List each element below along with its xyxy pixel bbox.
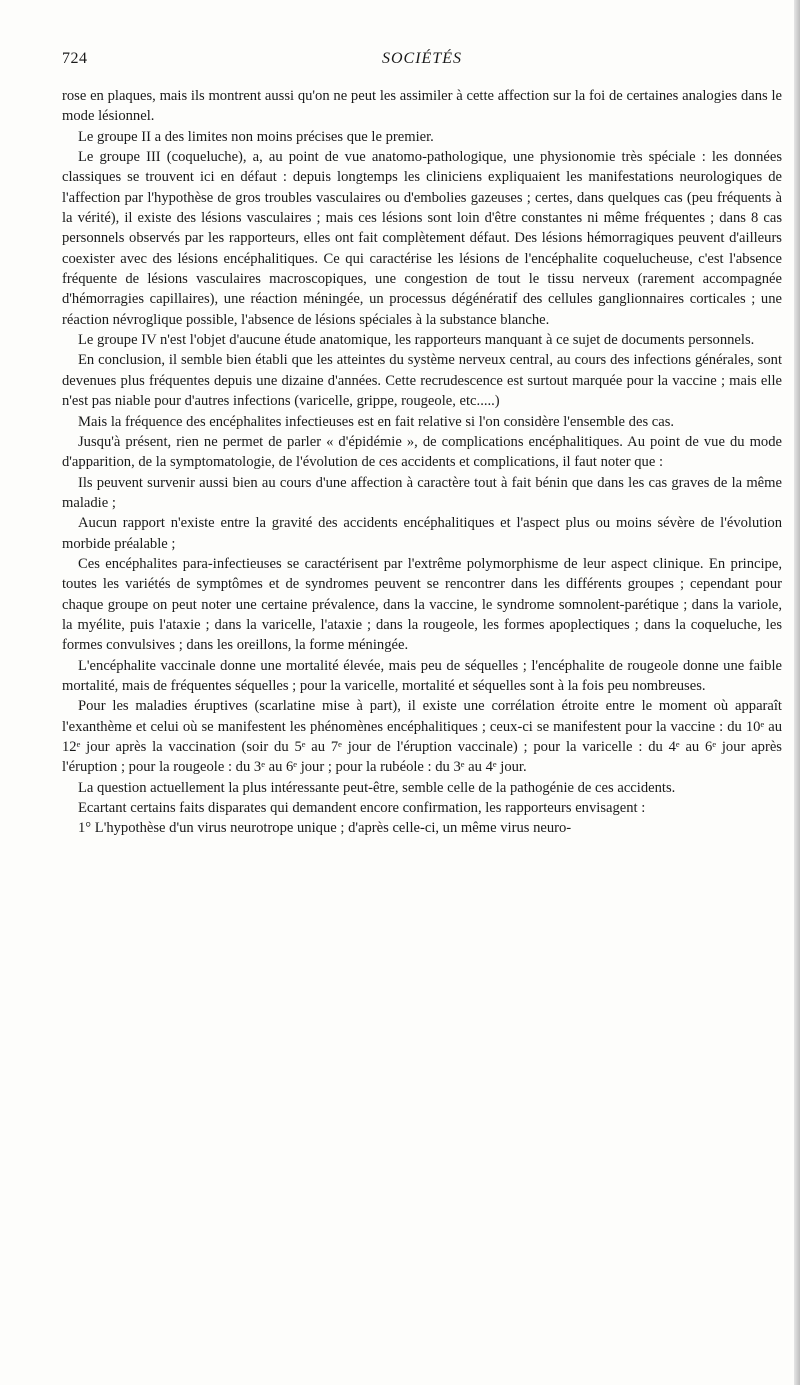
paragraph: Jusqu'à présent, rien ne permet de parler « d'épidémie », de complications encéphalitiques. Au point de vue du mode d'apparition, de la symptomatologie, de l'évolution de ces accidents et complications, il faut noter que : — [62, 433, 782, 471]
page-header — [62, 50, 782, 72]
paragraph: En conclusion, il semble bien établi que les atteintes du système nerveux central, au cours des infections générales, sont devenues plus fréquentes depuis une dizaine d'années. Cette recrudescence est surtout marquée pour la vaccine ; mais elle n'est pas niable pour d'autres infections (varicelle, grippe, rougeole, etc.....) — [62, 352, 782, 410]
paragraph: Le groupe IV n'est l'objet d'aucune étude anatomique, les rapporteurs manquant à ce sujet de documents personnels. — [78, 332, 755, 349]
paragraph: 1° L'hypothèse d'un virus neurotrope unique ; d'après celle-ci, un même virus neuro- — [78, 820, 572, 837]
page-number: 724 — [62, 50, 88, 67]
paragraph: rose en plaques, mais ils montrent aussi qu'on ne peut les assimiler à cette affection sur la foi de certaines analogies dans le mode lésionnel. — [62, 88, 782, 125]
running-title: SOCIÉTÉS — [382, 50, 462, 67]
page-edge-shadow — [794, 0, 800, 1385]
paragraph: La question actuellement la plus intéressante peut-être, semble celle de la pathogénie de ces accidents. — [78, 779, 676, 796]
paragraph: Ces encéphalites para-infectieuses se caractérisent par l'extrême polymorphisme de leur aspect clinique. En principe, toutes les variétés de symptômes et de syndromes peuvent se rencontrer dans les différents groupes ; cependant pour chaque groupe on peut noter une certaine prévalence, dans la vaccine, le syndrome somnolent-parétique ; dans la variole, la myélite, puis l'ataxie ; dans la varicelle, l'ataxie ; dans la rougeole, les formes apoplectiques ; dans la coqueluche, les formes convulsives ; dans les oreillons, la forme méningée. — [62, 555, 782, 654]
paragraph: Ecartant certains faits disparates qui demandent encore confirmation, les rapporteurs envisagent : — [78, 800, 646, 817]
paragraph: L'encéphalite vaccinale donne une mortalité élevée, mais peu de séquelles ; l'encéphalite de rougeole donne une faible mortalité, mais de fréquentes séquelles ; pour la varicelle, mortalité et séquelles sont à la fois peu nombreuses. — [62, 657, 782, 694]
paragraph: Pour les maladies éruptives (scarlatine mise à part), il existe une corrélation étroite entre le moment où apparaît l'exanthème et celui où se manifestent les phénomènes encéphalitiques ; ceux-ci se manifestent pour la vaccine : du 10ᵉ au 12ᵉ jour après la vaccination (soir du 5ᵉ au 7ᵉ jour de l'éruption vaccinale) ; pour la varicelle : du 4ᵉ au 6ᵉ jour après l'éruption ; pour la rougeole : du 3ᵉ au 6ᵉ jour ; pour la rubéole : du 3ᵉ au 4ᵉ jour. — [62, 698, 782, 776]
paragraph: Mais la fréquence des encéphalites infectieuses est en fait relative si l'on considère l'ensemble des cas. — [78, 413, 675, 430]
paragraph: Aucun rapport n'existe entre la gravité des accidents encéphalitiques et l'aspect plus ou moins sévère de l'évolution morbide préalable ; — [62, 515, 782, 552]
paragraph: Le groupe III (coqueluche), a, au point de vue anatomo-pathologique, une physionomie très spéciale : les données classiques se trouvent ici en défaut : depuis longtemps les cliniciens expliquaient les manifestations neurologiques de l'affection par l'hypothèse de gros troubles vasculaires ou d'embolies gazeuses ; certes, dans quelques cas (peu fréquents à la vérité), il existe des lésions vasculaires ; mais ces lésions sont loin d'être constantes ni même fréquentes ; dans 8 cas personnels observés par les rapporteurs, elles ont fait complètement défaut. Des lésions hémorragiques peuvent d'ailleurs coexister avec des lésions encéphalitiques. Ce qui caractérise les lésions de l'encéphalite coquelucheuse, c'est l'absence fréquente de lésions vasculaires macroscopiques, une congestion de tout le tissu nerveux (rarement accompagnée d'hémorragies capillaires), une réaction méningée, un processus dégénératif des cellules ganglionnaires corticales ; une réaction névroglique possible, l'absence de lésions spéciales à la substance blanche. — [62, 149, 782, 328]
body-text — [62, 86, 782, 839]
paragraph: Ils peuvent survenir aussi bien au cours d'une affection à caractère tout à fait bénin que dans les cas graves de la même maladie ; — [62, 474, 782, 511]
paragraph: Le groupe II a des limites non moins précises que le premier. — [78, 128, 434, 145]
